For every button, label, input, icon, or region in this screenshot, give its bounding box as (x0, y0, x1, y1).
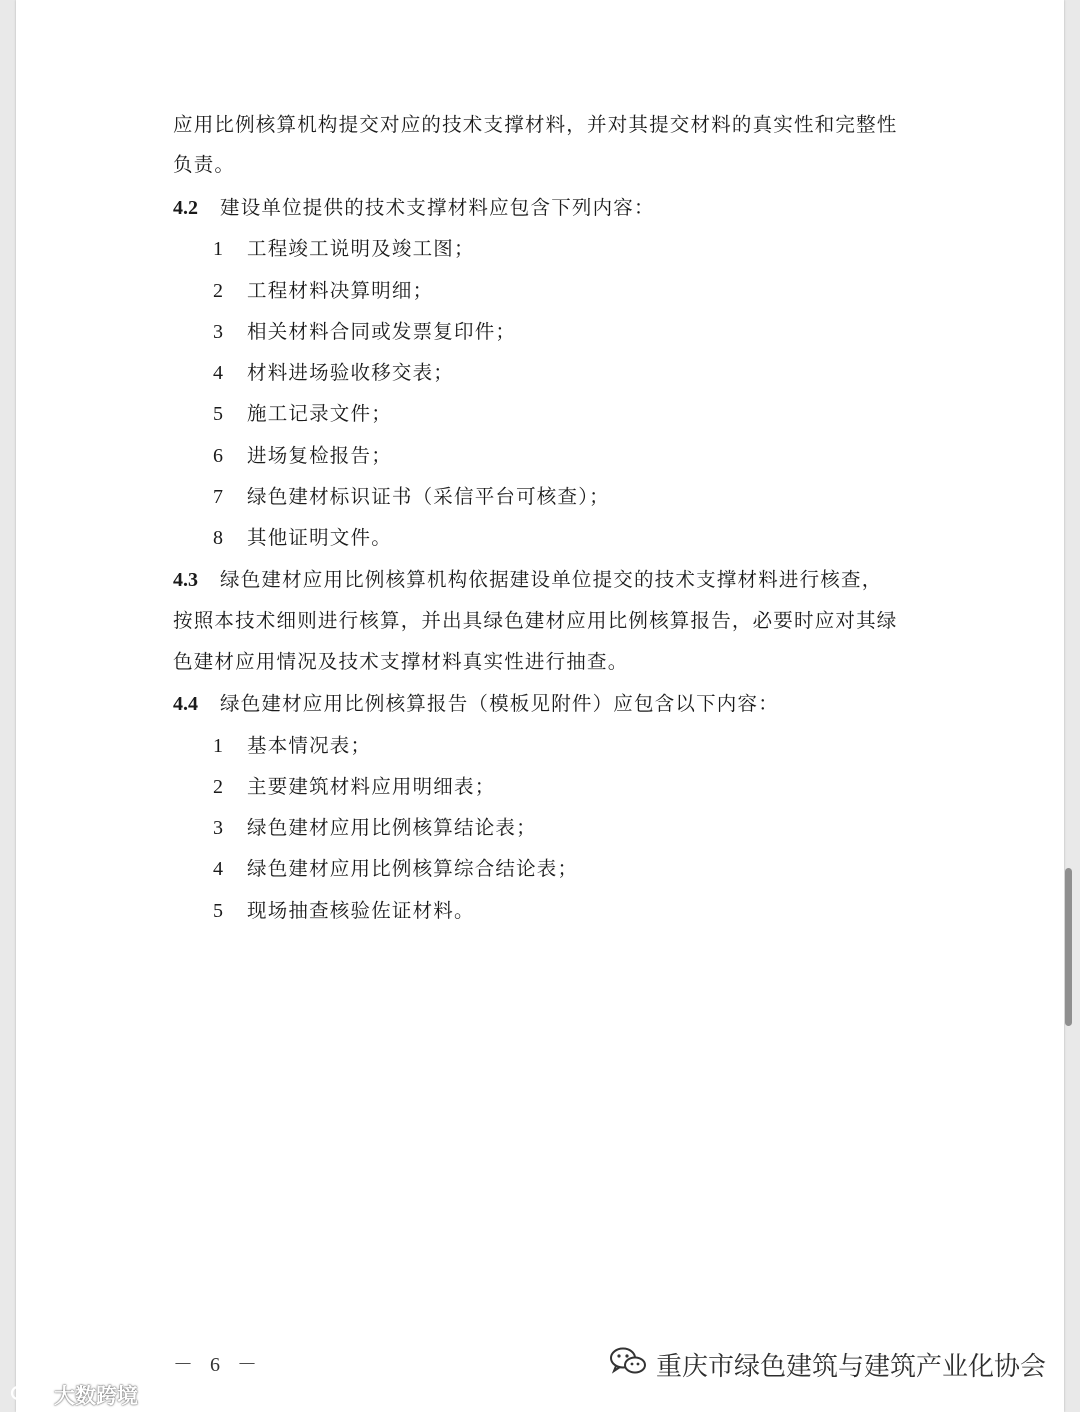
list-item (213, 733, 371, 759)
item-number: 3 (213, 321, 223, 343)
item-text: 绿色建材标识证书（采信平台可核查）； (247, 485, 610, 508)
logo-icon (10, 1382, 50, 1409)
list-item (213, 484, 610, 510)
item-text: 施工记录文件； (247, 402, 392, 425)
paragraph-line: 按照本技术细则进行核算，并出具绿色建材应用比例核算报告，必要时应对其绿 (173, 609, 898, 632)
list-item (213, 236, 475, 262)
wechat-icon (608, 1345, 648, 1384)
item-number: 2 (213, 776, 223, 798)
item-text: 绿色建材应用比例核算综合结论表； (247, 857, 579, 880)
watermark-wechat (608, 1345, 1046, 1384)
list-item (213, 319, 516, 345)
section-number: 4.3 (173, 569, 198, 591)
item-number: 4 (213, 362, 223, 384)
list-item (213, 360, 454, 386)
list-item (213, 815, 537, 841)
item-number: 8 (213, 527, 223, 549)
paragraph-line: 色建材应用情况及技术支撑材料真实性进行抽查。 (173, 650, 629, 673)
section-text: 绿色建材应用比例核算报告（模板见附件）应包含以下内容： (220, 692, 779, 715)
section-4-2-heading (173, 195, 655, 221)
item-text: 工程竣工说明及竣工图； (247, 237, 475, 260)
item-text: 进场复检报告； (247, 444, 392, 467)
item-number: 5 (213, 403, 223, 425)
list-item (213, 774, 495, 800)
item-text: 绿色建材应用比例核算结论表； (247, 816, 537, 839)
item-number: 6 (213, 445, 223, 467)
section-number: 4.2 (173, 197, 198, 219)
page-number: － 6 － (173, 1354, 263, 1376)
item-number: 5 (213, 900, 223, 922)
list-item (213, 525, 392, 551)
scrollbar[interactable] (1065, 868, 1072, 1026)
item-number: 7 (213, 486, 223, 508)
list-item (213, 278, 433, 304)
item-text: 相关材料合同或发票复印件； (247, 320, 517, 343)
watermark-text: 大数跨境 (54, 1384, 138, 1408)
list-item (213, 856, 578, 882)
item-number: 1 (213, 735, 223, 757)
item-text: 材料进场验收移交表； (247, 361, 455, 384)
item-number: 2 (213, 280, 223, 302)
section-text: 建设单位提供的技术支撑材料应包含下列内容： (220, 196, 655, 219)
section-number: 4.4 (173, 693, 198, 715)
list-item (213, 401, 392, 427)
item-text: 主要建筑材料应用明细表； (247, 775, 496, 798)
item-text: 其他证明文件。 (247, 526, 392, 549)
watermark-brand (10, 1380, 138, 1410)
list-item (213, 443, 392, 469)
section-4-3-heading (173, 567, 882, 593)
watermark-text: 重庆市绿色建筑与建筑产业化协会 (655, 1352, 1046, 1382)
section-text: 绿色建材应用比例核算机构依据建设单位提交的技术支撑材料进行核查， (220, 568, 883, 591)
section-4-4-heading (173, 691, 779, 717)
item-text: 工程材料决算明细； (247, 279, 434, 302)
paragraph-line: 负责。 (173, 153, 236, 176)
item-text: 现场抽查核验佐证材料。 (247, 899, 475, 922)
item-number: 3 (213, 817, 223, 839)
paragraph-line: 应用比例核算机构提交对应的技术支撑材料，并对其提交材料的真实性和完整性 (173, 113, 898, 136)
item-text: 基本情况表； (247, 734, 372, 757)
item-number: 4 (213, 858, 223, 880)
item-number: 1 (213, 238, 223, 260)
list-item (213, 898, 475, 924)
